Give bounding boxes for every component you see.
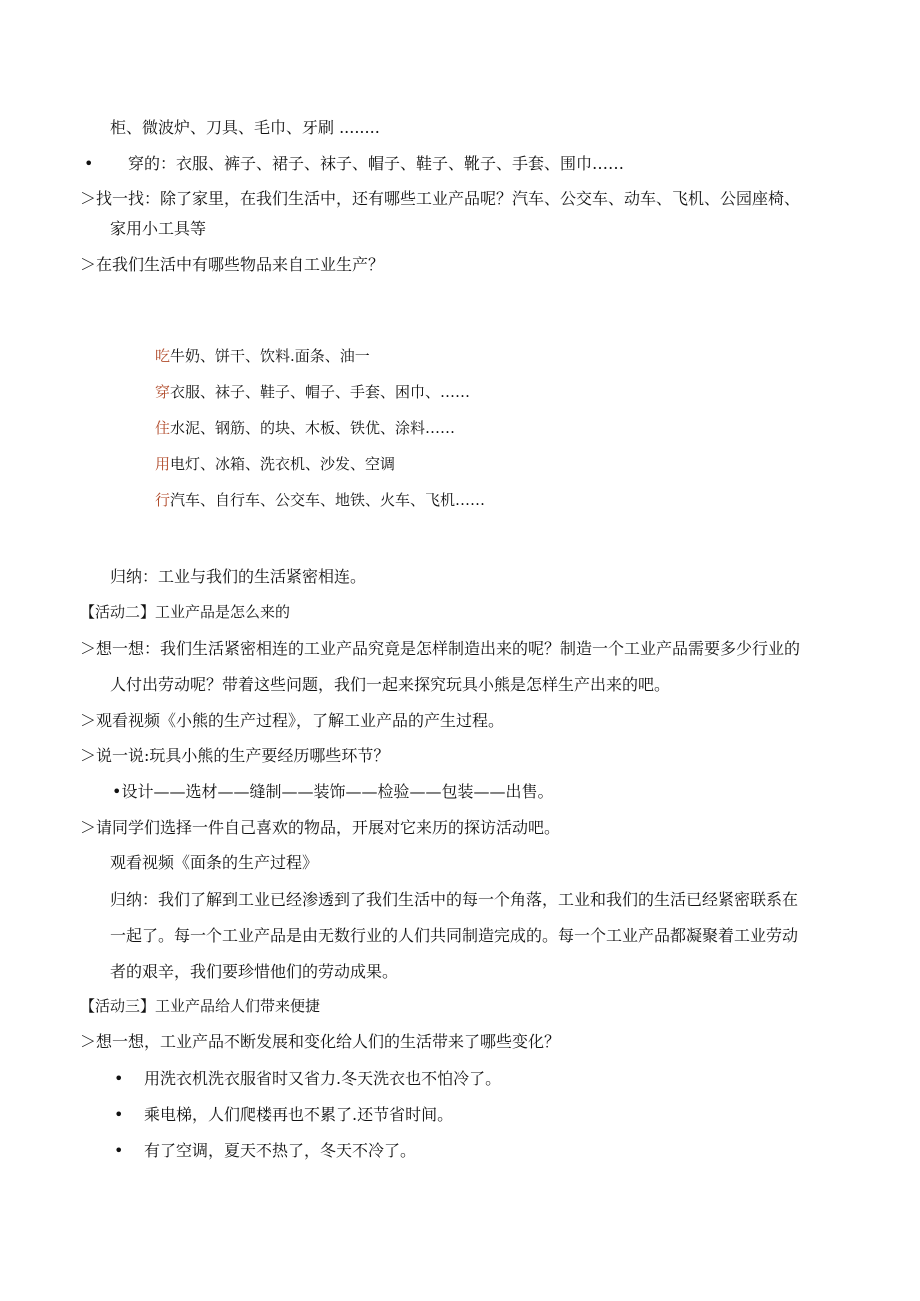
category-label: 穿 — [155, 383, 171, 401]
category-row-live — [155, 417, 455, 439]
bullet: • — [114, 1069, 124, 1088]
section-heading: 【活动三】工业产品给人们带来便捷 — [80, 997, 321, 1015]
section-heading: 【活动二】工业产品是怎么来的 — [80, 603, 291, 621]
category-label: 行 — [155, 491, 171, 509]
text-line: 观看视频《面条的生产过程》 — [110, 853, 319, 872]
category-row-use — [155, 453, 395, 475]
text-line: 一起了。每一个工业产品是由无数行业的人们共同制造完成的。每一个工业产品都凝聚着工业劳动 — [110, 926, 799, 945]
text-line: 人付出劳动呢？带着这些问题，我们一起来探究玩具小熊是怎样生产出来的吧。 — [110, 675, 671, 694]
bullet: • — [114, 1105, 124, 1124]
text-line: 柜、微波炉、刀具、毛巾、牙刷 ........ — [110, 118, 380, 137]
category-label: 住 — [155, 419, 171, 437]
text-line: 归纳：我们了解到工业已经渗透到了我们生活中的每一个角落，工业和我们的生活已经紧密联系在 — [110, 890, 799, 909]
bullet: • — [84, 154, 94, 173]
category-row-wear — [155, 381, 470, 403]
category-items: 电灯、冰箱、洗衣机、沙发、空调 — [170, 455, 396, 473]
list-item: 乘电梯，人们爬楼再也不累了.还节省时间。 — [144, 1105, 454, 1124]
text-line: 家用小工具等 — [110, 219, 207, 238]
text-line: ＞在我们生活中有哪些物品来自工业生产？ — [80, 255, 385, 274]
text-line: ＞想一想，工业产品不断发展和变化给人们的生活带来了哪些变化？ — [80, 1032, 561, 1051]
category-items: 牛奶、饼干、饮料.面条、油一 — [170, 347, 370, 365]
bullet: • — [114, 1141, 124, 1160]
category-items: 衣服、袜子、鞋子、帽子、手套、困巾、…… — [170, 383, 471, 401]
summary: 归纳：工业与我们的生活紧密相连。 — [110, 567, 367, 586]
category-row-eat — [155, 345, 370, 367]
list-item: 有了空调，夏天不热了，冬天不冷了。 — [144, 1141, 417, 1160]
text-line: •设计——选材——缝制——装饰——检验——包装——出售。 — [112, 782, 554, 801]
text-line: ＞请同学们选择一件自己喜欢的物品，开展对它来历的探访活动吧。 — [80, 818, 561, 837]
text-line: ＞观看视频《小熊的生产过程》，了解工业产品的产生过程。 — [80, 711, 505, 730]
category-row-travel — [155, 489, 485, 511]
category-items: 水泥、钢筋、的块、木板、铁优、涂料…… — [170, 419, 456, 437]
category-label: 用 — [155, 455, 171, 473]
text-line: 者的艰辛，我们要珍惜他们的劳动成果。 — [110, 962, 399, 981]
text-line: ＞找一找：除了家里，在我们生活中，还有哪些工业产品呢？汽车、公交车、动车、飞机、公园座椅、 — [80, 189, 801, 208]
text-line: ＞想一想：我们生活紧密相连的工业产品究竟是怎样制造出来的呢？制造一个工业产品需要多少行业的 — [80, 639, 801, 658]
text-line: 穿的：衣服、裤子、裙子、袜子、帽子、鞋子、靴子、手套、围巾…… — [128, 154, 625, 173]
category-items: 汽车、自行车、公交车、地铁、火车、飞机…… — [170, 491, 486, 509]
category-label: 吃 — [155, 347, 171, 365]
list-item: 用洗衣机洗衣服省时又省力.冬天洗衣也不怕冷了。 — [144, 1069, 502, 1088]
text-line: ＞说一说:玩具小熊的生产要经历哪些环节？ — [80, 746, 390, 765]
